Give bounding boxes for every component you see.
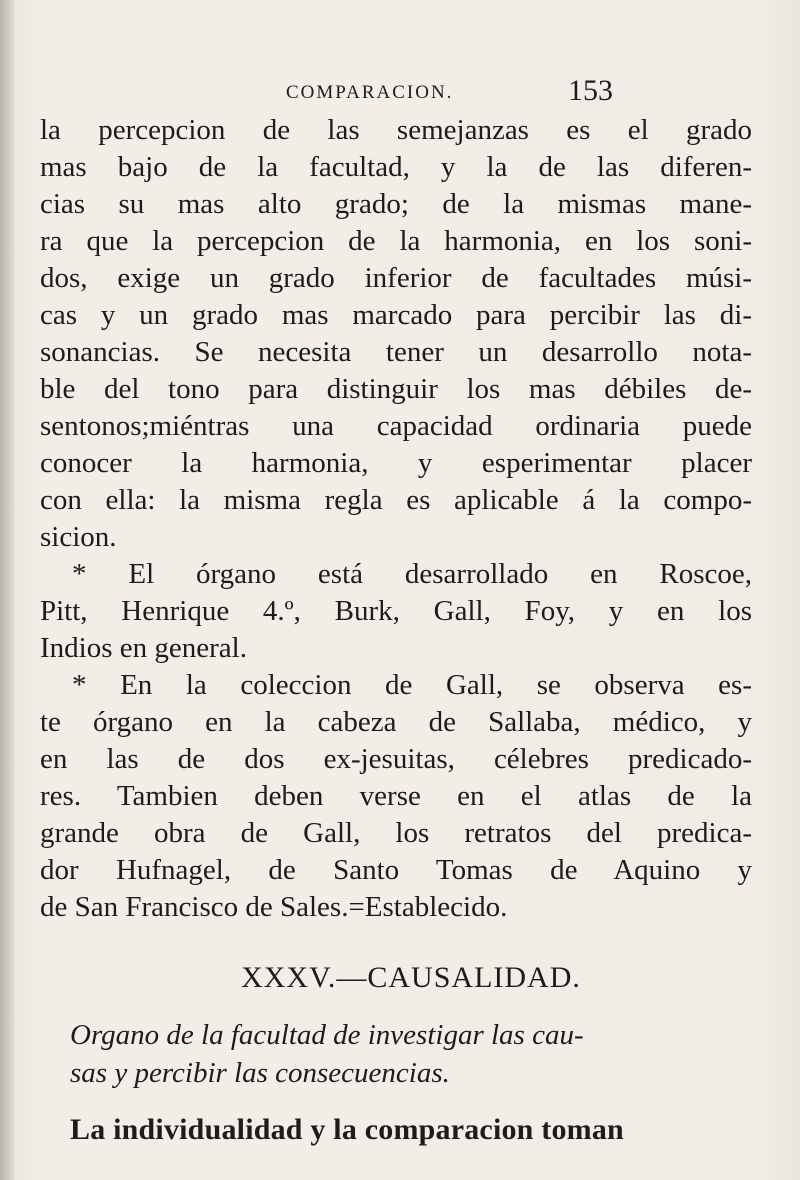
- section-subtitle: [40, 1016, 752, 1092]
- text-line: * En la coleccion de Gall, se observa es-: [72, 669, 752, 701]
- text-line: te órgano en la cabeza de Sallaba, médico, y: [40, 706, 752, 738]
- subtitle-spacer: [40, 1092, 752, 1110]
- page-body: [40, 112, 752, 1150]
- heading-spacer: [40, 998, 752, 1016]
- text-line: * El órgano está desarrollado en Roscoe,: [72, 558, 752, 590]
- text-line: Pitt, Henrique 4.º, Burk, Gall, Foy, y en los: [40, 595, 752, 627]
- text-line: la percepcion de las semejanzas es el grado: [40, 114, 752, 146]
- running-title: COMPARACION.: [286, 82, 454, 103]
- page-number: 153: [568, 74, 613, 107]
- paragraph-2: [40, 556, 752, 667]
- text-line: conocer la harmonia, y esperimentar placer: [40, 447, 752, 479]
- text-line: sonancias. Se necesita tener un desarrollo nota-: [40, 336, 752, 368]
- subtitle-line: Organo de la facultad de investigar las cau-: [70, 1019, 584, 1051]
- text-line: ra que la percepcion de la harmonia, en los soni-: [40, 225, 752, 257]
- text-line: ble del tono para distinguir los mas débiles de-: [40, 373, 752, 405]
- paragraph-1: [40, 112, 752, 556]
- text-line: Indios en general.: [40, 632, 247, 664]
- page-header: [0, 72, 800, 112]
- text-line: en las de dos ex-jesuitas, célebres predicado-: [40, 743, 752, 775]
- text-line: cas y un grado mas marcado para percibir las di-: [40, 299, 752, 331]
- section-heading: XXXV.—CAUSALIDAD.: [241, 961, 581, 994]
- subtitle-line: sas y percibir las consecuencias.: [70, 1057, 450, 1089]
- page-binding-edge: [0, 0, 14, 1180]
- text-line: grande obra de Gall, los retratos del predica-: [40, 817, 752, 849]
- text-line: de San Francisco de Sales.=Establecido.: [40, 891, 508, 923]
- text-line: con ella: la misma regla es aplicable á la compo-: [40, 484, 752, 516]
- text-line: cias su mas alto grado; de la mismas mane-: [40, 188, 752, 220]
- text-line: dor Hufnagel, de Santo Tomas de Aquino y: [40, 854, 752, 886]
- section-spacer: [40, 926, 752, 958]
- text-line: sentonos;miéntras una capacidad ordinaria puede: [40, 410, 752, 442]
- text-line: dos, exige un grado inferior de facultades músi-: [40, 262, 752, 294]
- text-line: mas bajo de la facultad, y la de las diferen-: [40, 151, 752, 183]
- paragraph-3: [40, 667, 752, 926]
- section-opening-line: La individualidad y la comparacion toman: [70, 1113, 624, 1146]
- text-line: res. Tambien deben verse en el atlas de la: [40, 780, 752, 812]
- text-line: sicion.: [40, 521, 117, 553]
